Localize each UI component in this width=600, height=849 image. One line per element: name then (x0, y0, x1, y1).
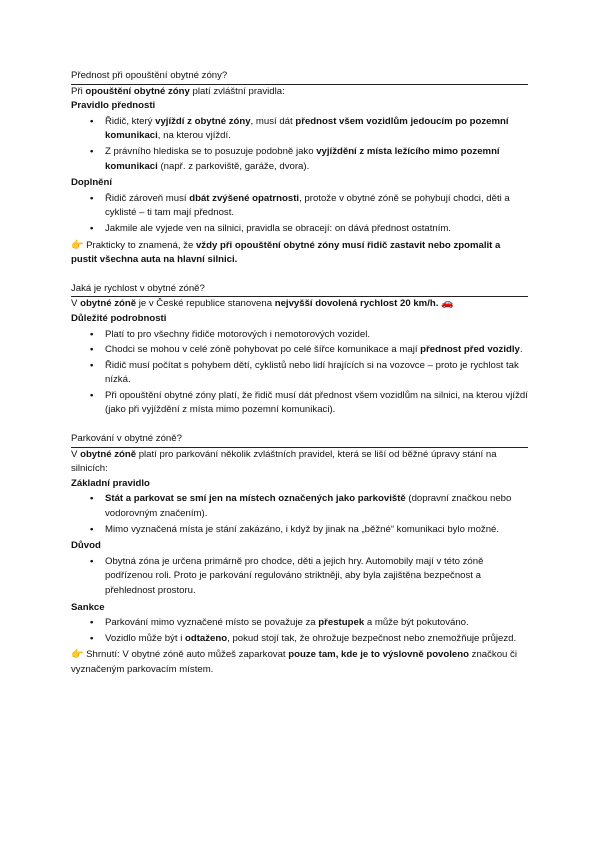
text-run: Vozidlo může být i (105, 632, 185, 644)
list-item (71, 115, 528, 144)
text-run: Při (71, 85, 86, 97)
text-run: Parkování mimo vyznačené místo se považuje za (105, 617, 319, 629)
list-item (71, 492, 528, 521)
text-run: (např. z parkoviště, garáže, dvora). (157, 160, 310, 172)
text-run: Řidič musí počítat s pohybem dětí, cyklistů nebo lidí hrajících si na vozovce – proto je rychlost tak nízká. (105, 359, 519, 386)
text-run: Řidič zároveň musí (105, 192, 190, 204)
bullet-icon: • (90, 523, 94, 535)
text-run: V (71, 448, 81, 460)
section-priority (71, 69, 528, 268)
text-run: a může být pokutováno. (364, 617, 469, 629)
subheading: Důležité podrobnosti (71, 312, 167, 324)
text-run: Shrnutí: V obytné zóně auto můžeš zaparkovat (83, 649, 289, 661)
bullet-list (71, 328, 528, 419)
list-item (71, 145, 528, 174)
bullet-icon: • (90, 493, 94, 505)
list-item (71, 328, 528, 343)
text-run: , protože v obytné zóně se pohybují chodci, děti a cyklisté – ti tam mají přednost. (105, 192, 510, 219)
question-heading: Přednost při opouštění obytné zóny? (71, 69, 528, 85)
bullet-icon: • (90, 115, 94, 127)
bold-text: dbát zvýšené opatrnosti (189, 192, 300, 204)
text-run: je v České republice stanovena (136, 298, 275, 310)
bullet-icon: • (90, 192, 94, 204)
intro-paragraph (71, 297, 528, 312)
text-run: (dopravní značkou nebo vodorovným značením). (105, 493, 512, 520)
text-run: Z právního hlediska se to posuzuje podobně jako (105, 145, 317, 157)
bullet-list (71, 555, 528, 599)
bold-text: přednost všem vozidlům jedoucím po pozemní komunikaci (105, 115, 509, 142)
list-item (71, 359, 528, 388)
text-run: Mimo vyznačená místa je stání zakázáno, i když by jinak na „běžné“ komunikaci bylo možné. (105, 523, 500, 535)
document-page (71, 69, 528, 692)
subheading: Sankce (71, 601, 105, 613)
text-run: V (71, 298, 81, 310)
text-run: platí zvláštní pravidla: (189, 85, 285, 97)
list-item (71, 523, 528, 538)
bullet-icon: • (90, 328, 94, 340)
subheading: Pravidlo přednosti (71, 100, 156, 112)
list-item (71, 222, 528, 237)
text-run: Při opouštění obytné zóny platí, že řidič musí dát přednost všem vozidlům na silnici, na kterou vjíždí (jako při vyjíždění z místa mimo pozemní komunikaci). (105, 389, 528, 416)
bold-text: přednost před vozidly (420, 344, 520, 356)
list-item (71, 389, 528, 418)
subheading: Základní pravidlo (71, 477, 150, 489)
list-item (71, 555, 528, 599)
text-run: , na kterou vjíždí. (157, 130, 231, 142)
emoji-icon: 👉 (71, 239, 84, 251)
text-run: platí pro parkování několik zvláštních pravidel, která se liší od běžné úpravy stání na silnicích: (71, 448, 497, 475)
section-speed (71, 282, 528, 418)
bullet-list (71, 492, 528, 537)
bullet-list (71, 616, 528, 646)
bold-text: přestupek (318, 617, 365, 629)
list-item (71, 343, 528, 358)
text-run: . (519, 344, 523, 356)
summary-paragraph (71, 648, 528, 677)
bullet-icon: • (90, 222, 94, 234)
bullet-icon: • (90, 344, 94, 356)
bullet-list (71, 115, 528, 174)
text-run: Prakticky to znamená, že (83, 239, 196, 251)
bullet-icon: • (90, 359, 94, 371)
question-heading: Parkování v obytné zóně? (71, 432, 528, 448)
text-run: značkou či vyznačeným parkovacím místem. (71, 649, 517, 675)
subheading: Doplnění (71, 177, 113, 189)
text-run: Řidič, který (105, 115, 156, 127)
text-run: , musí dát (250, 115, 296, 127)
text-run: Platí to pro všechny řidiče motorových i nemotorových vozidel. (105, 328, 371, 340)
text-run: Jakmile ale vyjede ven na silnici, pravidla se obracejí: on dává přednost ostatním. (105, 222, 452, 234)
emoji-icon: 🚗 (441, 298, 454, 310)
bold-text: pouze tam, kde je to výslovně povoleno (288, 649, 469, 661)
bold-text: vyjíždění z místa ležícího mimo pozemní komunikaci (105, 145, 500, 172)
bullet-icon: • (90, 555, 94, 567)
bold-text: nejvyšší dovolená rychlost 20 km/h. (274, 298, 439, 310)
bold-text: opouštění obytné zóny (85, 85, 190, 97)
list-item (71, 192, 528, 221)
question-heading: Jaká je rychlost v obytné zóně? (71, 282, 528, 298)
summary-paragraph (71, 239, 528, 268)
bold-text: obytné zóně (80, 298, 137, 310)
bullet-icon: • (90, 632, 94, 644)
bullet-icon: • (90, 617, 94, 629)
text-run: Obytná zóna je určena primárně pro chodce, děti a jejich hry. Automobily mají v této zóně podřízenou roli. Proto je parkování regulováno striktněji, aby byla zajištěna bezpečnost a přehlednost prostoru. (105, 555, 484, 596)
bullet-list (71, 192, 528, 237)
list-item (71, 616, 528, 631)
bold-text: vyjíždí z obytné zóny (155, 115, 251, 127)
text-run: , pokud stojí tak, že ohrožuje bezpečnost nebo znemožňuje průjezd. (227, 632, 517, 644)
emoji-icon: 👉 (71, 649, 84, 661)
subheading: Důvod (71, 540, 101, 552)
text-run: Chodci se mohou v celé zóně pohybovat po celé šířce komunikace a mají (105, 344, 421, 356)
bold-text: odtaženo (185, 632, 228, 644)
bold-text: Stát a parkovat se smí jen na místech označených jako parkoviště (105, 493, 406, 505)
bullet-icon: • (90, 145, 94, 157)
bold-text: obytné zóně (80, 448, 137, 460)
list-item (71, 632, 528, 647)
intro-paragraph (71, 448, 528, 477)
section-parking (71, 432, 528, 678)
bullet-icon: • (90, 389, 94, 401)
bold-text: vždy při opouštění obytné zóny musí řidič zastavit nebo zpomalit a pustit všechna auta na hlavní silnici. (71, 239, 501, 266)
intro-paragraph (71, 85, 528, 100)
